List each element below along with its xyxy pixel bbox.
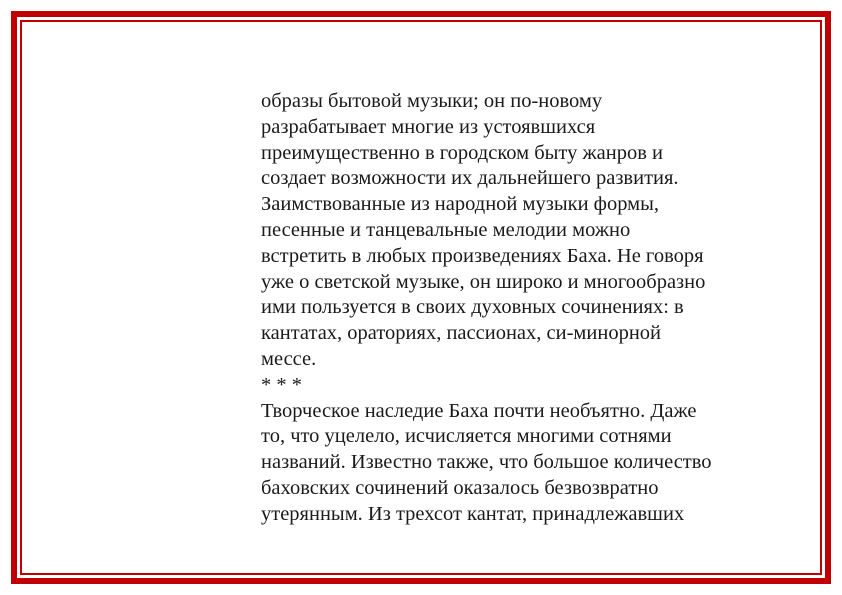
text-line: Заимствованные из народной музыки формы, — [261, 193, 660, 216]
text-line: разрабатывает многие из устоявшихся — [261, 115, 596, 138]
text-line: Творческое наследие Баха почти необъятно. Даже — [261, 399, 697, 422]
text-line: ими пользуется в своих духовных сочинениях: в — [261, 296, 684, 319]
text-line: встретить в любых произведениях Баха. Не говоря — [261, 244, 704, 267]
text-line: мессе. — [261, 347, 317, 370]
text-line: названий. Известно также, что большое количество — [261, 451, 712, 474]
text-line: образы бытовой музыки; он по-новому — [261, 90, 603, 112]
text-line: то, что уцелело, исчисляется многими сотнями — [261, 425, 672, 448]
text-line: баховских сочинений оказалось безвозвратно — [261, 476, 659, 499]
text-line: преимущественно в городском быту жанров и — [261, 141, 663, 164]
page-text — [261, 89, 781, 528]
text-line: уже о светской музыке, он широко и многообразно — [261, 270, 706, 293]
text-line: песенные и танцевальные мелодии можно — [261, 218, 631, 241]
section-separator: * * * — [261, 373, 302, 396]
text-line: утерянным. Из трехсот кантат, принадлежавших — [261, 502, 685, 525]
text-line: создает возможности их дальнейшего развития. — [261, 167, 679, 190]
text-line: кантатах, ораториях, пассионах, си-минорной — [261, 322, 662, 345]
